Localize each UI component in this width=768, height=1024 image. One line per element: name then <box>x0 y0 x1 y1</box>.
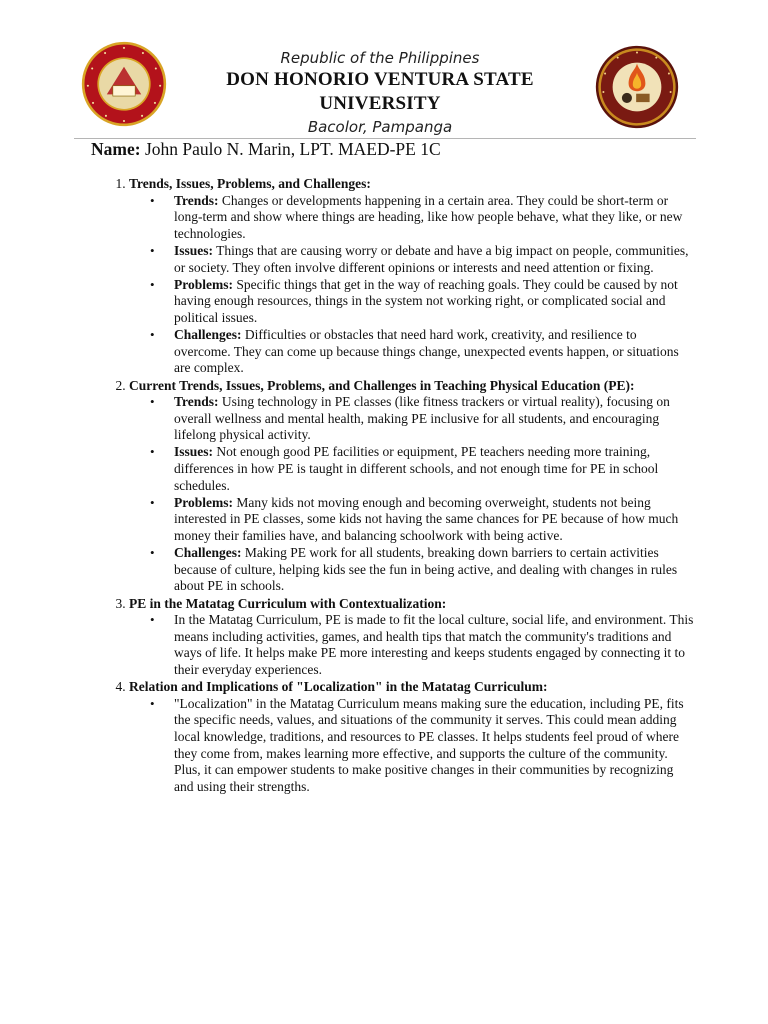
list-item <box>150 545 694 595</box>
term: Issues: <box>174 242 214 258</box>
university-name-line-1: DON HONORIO VENTURA STATE <box>226 69 534 90</box>
term: Problems: <box>174 276 233 292</box>
list-item <box>150 276 694 327</box>
graduate-school-seal-icon <box>595 45 679 129</box>
definition: Difficulties or obstacles that need hard work, creativity, and resilience to overcome. They can come up because things change, unexpected events happen, or situations are complex. <box>174 327 679 376</box>
section-title: Trends, Issues, Problems, and Challenges: <box>129 176 371 191</box>
definition: Not enough good PE facilities or equipment, PE teachers needing more training, differences in how PE is taught in different schools, and not enough time for PE in school schedules. <box>174 444 659 493</box>
paragraph: In the Matatag Curriculum, PE is made to fit the local culture, social life, and environment. This means including activities, games, and health tips that match the community's traditions and ways of life. It helps make PE more interesting and keeps students engaged by connecting it to their everyday experiences. <box>174 612 694 677</box>
student-name-line <box>91 139 441 160</box>
section-1 <box>129 176 694 377</box>
list-item <box>150 612 694 678</box>
document-header <box>0 0 768 140</box>
bullet-icon: • <box>150 327 155 343</box>
term: Trends: <box>174 192 219 208</box>
section-2-items <box>129 394 694 595</box>
section-title: PE in the Matatag Curriculum with Contextualization: <box>129 595 447 611</box>
section-3 <box>129 596 694 679</box>
document-body <box>104 176 694 796</box>
section-list <box>104 176 694 795</box>
definition: Making PE work for all students, breaking down barriers to certain activities because of culture, helping kids see the fun in being active, and dealing with changes in rules about PE in schools. <box>174 545 678 594</box>
section-1-items <box>129 193 694 377</box>
definition: Using technology in PE classes (like fitness trackers or virtual reality), focusing on overall wellness and mental health, making PE inclusive for all students, and encouraging lifelong physical activity. <box>174 394 670 443</box>
list-item <box>150 192 694 243</box>
section-4-items <box>129 696 694 796</box>
term: Challenges: <box>174 327 242 343</box>
bullet-icon: • <box>150 394 155 410</box>
bullet-icon: • <box>150 545 155 561</box>
student-name: John Paulo N. Marin, LPT. MAED-PE 1C <box>144 139 441 159</box>
term: Problems: <box>174 494 233 510</box>
term: Trends: <box>174 394 219 410</box>
bullet-icon: • <box>150 444 155 460</box>
list-item <box>150 494 694 545</box>
list-item <box>150 444 694 494</box>
section-title: Relation and Implications of "Localization" in the Matatag Curriculum: <box>129 679 548 695</box>
section-title: Current Trends, Issues, Problems, and Challenges in Teaching Physical Education (PE): <box>129 377 635 393</box>
term: Challenges: <box>174 545 242 561</box>
name-label: Name: <box>91 139 141 159</box>
bullet-icon: • <box>150 494 155 510</box>
republic-line: Republic of the Philippines <box>280 49 480 67</box>
university-name-line-2: UNIVERSITY <box>319 93 441 114</box>
paragraph: "Localization" in the Matatag Curriculum means making sure the education, including PE, fits the specific needs, values, and situations of the community it serves. This could mean adding local knowledge, traditions, and resources to PE classes. It helps students feel proud of where they come from, makes learning more effective, and supports the culture of the community. Plus, it can empower students to make positive changes in their communities by recognizing and using their strengths. <box>174 695 684 794</box>
bullet-icon: • <box>150 695 155 711</box>
bullet-icon: • <box>150 276 155 292</box>
list-item <box>150 327 694 377</box>
university-location: Bacolor, Pampanga <box>307 118 453 136</box>
section-3-items <box>129 612 694 678</box>
bullet-icon: • <box>150 242 155 258</box>
university-name <box>180 68 580 116</box>
section-2 <box>129 378 694 596</box>
section-4 <box>129 679 694 795</box>
bullet-icon: • <box>150 192 155 208</box>
definition: Things that are causing worry or debate and have a big impact on people, communities, or society. They often involve different opinions or interests and need attention or fixing. <box>174 242 689 275</box>
definition: Changes or developments happening in a certain area. They could be short-term or long-term and show where things are heading, like how people behave, what they like, or new technologies. <box>174 192 683 241</box>
list-item <box>150 394 694 444</box>
definition: Many kids not moving enough and becoming overweight, students not being interested in PE classes, some kids not having the same chances for PE because of how much money their families have, and balancing schoolwork with being active. <box>174 494 679 544</box>
bullet-icon: • <box>150 612 155 628</box>
term: Issues: <box>174 444 214 460</box>
list-item <box>150 695 694 796</box>
university-seal-icon <box>81 41 167 127</box>
definition: Specific things that get in the way of reaching goals. They could be caused by not having enough resources, things in the system not working right, or complicated social and political issues. <box>174 276 678 325</box>
list-item <box>150 242 694 276</box>
